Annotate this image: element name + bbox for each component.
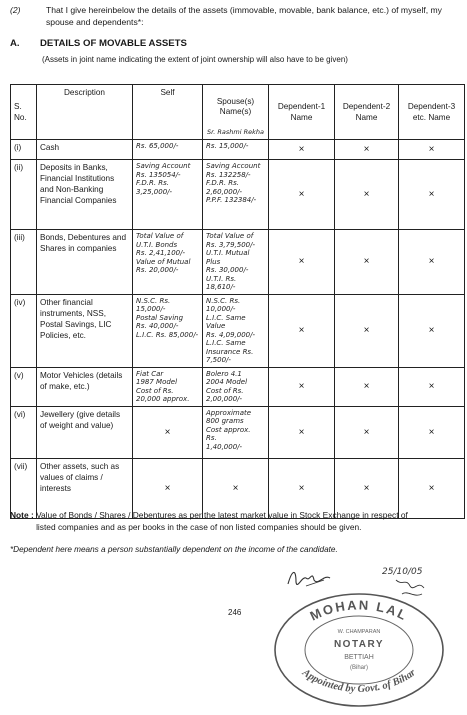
intro-paragraph: [10, 4, 462, 28]
header-description: Description: [37, 85, 133, 140]
header-spouse: [203, 85, 269, 140]
movable-assets-table: [10, 84, 465, 519]
section-letter: A.: [10, 38, 20, 49]
row-self-value: Total Value of U.T.I. Bonds Rs. 2,41,100/- Value of Mutual Rs. 20,000/-: [133, 230, 203, 295]
header-spouse-handwritten: Sr. Rashmi Rekha: [207, 128, 264, 136]
row-sno: (vii): [11, 458, 37, 518]
row-description: Bonds, Debentures and Shares in companies: [37, 230, 133, 295]
row-self-mark: ×: [133, 458, 203, 518]
stamp-arc-bottom: Appointed by Govt. of Bihar: [300, 667, 418, 695]
row-dependent-3-mark: ×: [399, 367, 465, 406]
row-dependent-2-mark: ×: [335, 140, 399, 160]
table-row: [11, 160, 465, 230]
row-sno: (vi): [11, 406, 37, 458]
row-description: Cash: [37, 140, 133, 160]
row-spouse-value: Approximate 800 grams Cost approx. Rs. 1,40,000/-: [203, 406, 269, 458]
row-spouse-mark: ×: [203, 458, 269, 518]
row-spouse-value: N.S.C. Rs. 10,000/- L.I.C. Same Value Rs. 4,09,000/- L.I.C. Same Insurance Rs. 7,500/-: [203, 294, 269, 367]
table-row: [11, 230, 465, 295]
row-spouse-value: Rs. 15,000/-: [203, 140, 269, 160]
header-self: Self: [133, 85, 203, 140]
table-row: [11, 294, 465, 367]
row-self-value: N.S.C. Rs. 15,000/- Postal Saving Rs. 40,000/- L.I.C. Rs. 85,000/-: [133, 294, 203, 367]
row-dependent-3-mark: ×: [399, 160, 465, 230]
stamp-line: NOTARY: [333, 639, 385, 650]
section-subnote: (Assets in joint name indicating the extent of joint ownership will also have to be given): [42, 55, 348, 64]
note-paragraph: [10, 509, 462, 533]
table-row: [11, 406, 465, 458]
row-description: Other financial instruments, NSS, Postal Savings, LIC Policies, etc.: [37, 294, 133, 367]
signature-date: 25/10/05: [382, 567, 423, 577]
intro-text: That I give hereinbelow the details of the assets (immovable, movable, bank balance, etc.) of myself, my spouse and dependents*:: [46, 5, 442, 27]
footnote: *Dependent here means a person substantially dependent on the income of the candidate.: [10, 545, 338, 554]
row-description: Motor Vehicles (details of make, etc.): [37, 367, 133, 406]
stamp-line: W. CHAMPARAN: [337, 629, 381, 635]
header-dependent-3: Dependent-3 etc. Name: [399, 85, 465, 140]
row-description: Deposits in Banks, Financial Institutions and Non-Banking Financial Companies: [37, 160, 133, 230]
row-dependent-2-mark: ×: [335, 458, 399, 518]
row-dependent-1-mark: ×: [269, 367, 335, 406]
stamp-line: BETTIAH: [344, 654, 374, 661]
note-text: Value of Bonds / Shares / Debentures as per the latest market value in Stock Exchange in respect of listed companies and as per books in the case of non listed companies should be given.: [36, 510, 408, 532]
row-dependent-3-mark: ×: [399, 140, 465, 160]
row-dependent-2-mark: ×: [335, 406, 399, 458]
row-spouse-value: Total Value of Rs. 3,79,500/- U.T.I. Mutual Plus Rs. 30,000/- U.T.I. Rs. 18,610/-: [203, 230, 269, 295]
row-dependent-1-mark: ×: [269, 458, 335, 518]
note-label: Note :: [10, 510, 34, 520]
section-heading: [10, 38, 187, 49]
row-dependent-1-mark: ×: [269, 406, 335, 458]
row-sno: (iv): [11, 294, 37, 367]
table-header-row: [11, 85, 465, 140]
row-dependent-2-mark: ×: [335, 367, 399, 406]
notary-stamp: [270, 588, 448, 710]
row-spouse-value: Bolero 4.1 2004 Model Cost of Rs. 2,00,000/-: [203, 367, 269, 406]
row-dependent-1-mark: ×: [269, 294, 335, 367]
row-self-mark: ×: [133, 406, 203, 458]
row-dependent-3-mark: ×: [399, 294, 465, 367]
row-sno: (v): [11, 367, 37, 406]
row-sno: (i): [11, 140, 37, 160]
svg-text:MOHAN LAL: [308, 597, 411, 623]
row-dependent-3-mark: ×: [399, 458, 465, 518]
row-dependent-1-mark: ×: [269, 140, 335, 160]
table-row: [11, 367, 465, 406]
section-title: DETAILS OF MOVABLE ASSETS: [40, 38, 187, 49]
row-dependent-2-mark: ×: [335, 160, 399, 230]
row-sno: (ii): [11, 160, 37, 230]
header-dependent-2: Dependent-2 Name: [335, 85, 399, 140]
item-number: (2): [10, 5, 21, 15]
row-self-value: Fiat Car 1987 Model Cost of Rs. 20,000 approx.: [133, 367, 203, 406]
row-self-value: Rs. 65,000/-: [133, 140, 203, 160]
row-description: Other assets, such as values of claims / interests: [37, 458, 133, 518]
stamp-line: (Bihar): [349, 665, 369, 671]
row-description: Jewellery (give details of weight and value): [37, 406, 133, 458]
header-spouse-label: Spouse(s) Name(s): [216, 97, 255, 116]
row-self-value: Saving Account Rs. 135054/- F.D.R. Rs. 3,25,000/-: [133, 160, 203, 230]
page-number: 246: [228, 608, 242, 617]
row-dependent-2-mark: ×: [335, 230, 399, 295]
row-dependent-1-mark: ×: [269, 160, 335, 230]
row-dependent-2-mark: ×: [335, 294, 399, 367]
row-spouse-value: Saving Account Rs. 132258/- F.D.R. Rs. 2,60,000/- P.P.F. 132384/-: [203, 160, 269, 230]
table-row: [11, 140, 465, 160]
row-dependent-3-mark: ×: [399, 406, 465, 458]
row-dependent-1-mark: ×: [269, 230, 335, 295]
stamp-name: MOHAN LAL: [307, 597, 411, 624]
header-dependent-1: Dependent-1 Name: [269, 85, 335, 140]
row-sno: (iii): [11, 230, 37, 295]
row-dependent-3-mark: ×: [399, 230, 465, 295]
header-sno: S. No.: [11, 85, 37, 140]
